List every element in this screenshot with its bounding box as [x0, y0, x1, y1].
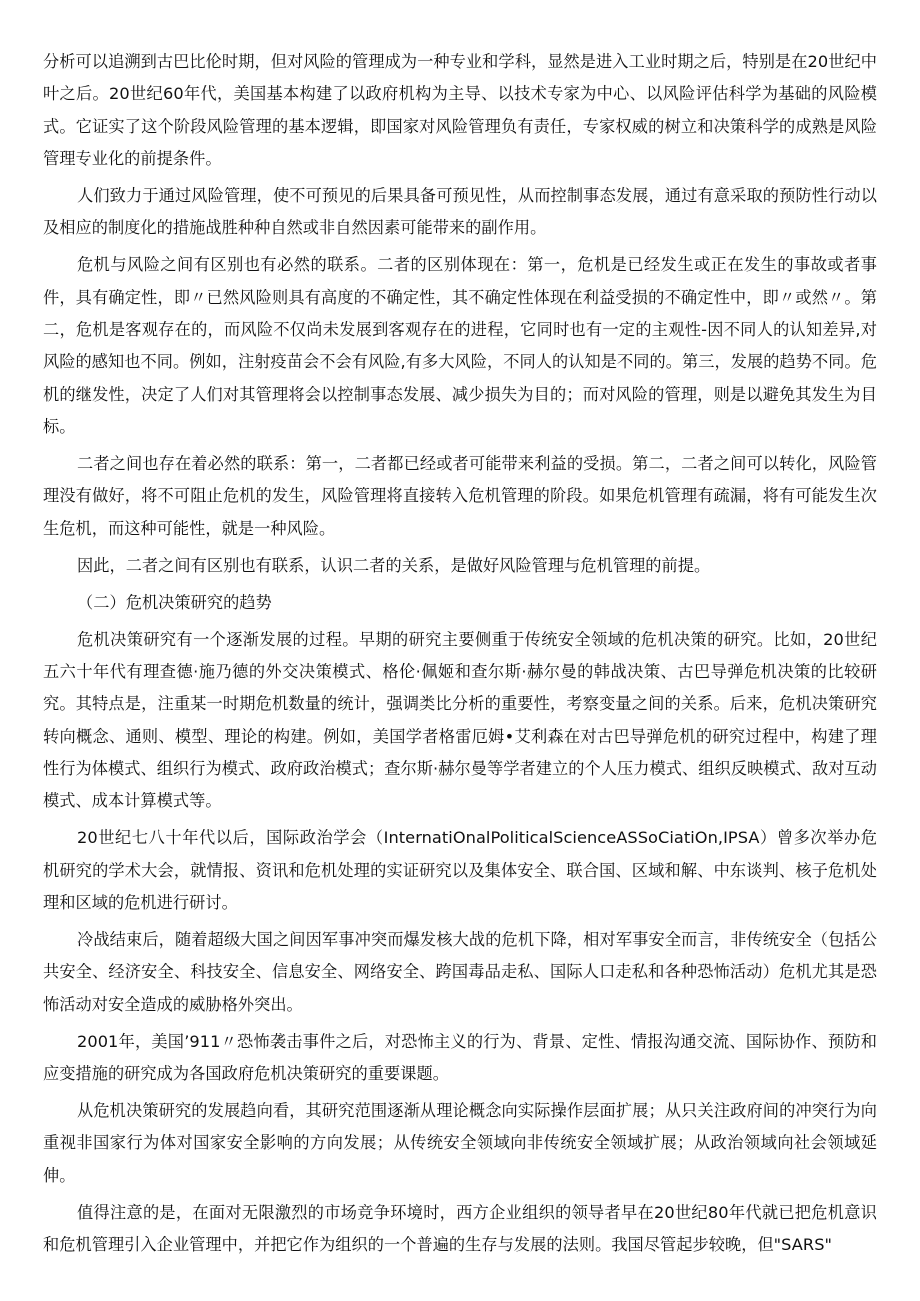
paragraph-decision-research-history: 危机决策研究有一个逐渐发展的过程。早期的研究主要侧重于传统安全领域的危机决策的研究。比如，20世纪五六十年代有理查德·施乃德的外交决策模式、格伦·佩姬和查尔斯·赫尔曼的韩战决策、古巴导弹危机决策的比较研究。其特点是，注重某一时期危机数量的统计，强调类比分析的重要性，考察变量之间的关系。后来，危机决策研究转向概念、通则、模型、理论的构建。例如，美国学者格雷厄姆•艾利森在对古巴导弹危机的研究过程中，构建了理性行为体模式、组织行为模式、政府政治模式；查尔斯·赫尔曼等学者建立的个人压力模式、组织反映模式、敌对互动模式、成本计算模式等。: [43, 629, 877, 811]
paragraph-crisis-risk-connection: 二者之间也存在着必然的联系：第一，二者都已经或者可能带来利益的受损。第二，二者之间可以转化，风险管理没有做好，将不可阻止危机的发生，风险管理将直接转入危机管理的阶段。如果危机管理有疏漏，将有可能发生次生危机，而这种可能性，就是一种风险。: [43, 453, 877, 538]
paragraph-911: 2001年，美国’911〃恐怖袭击事件之后，对恐怖主义的行为、背景、定性、情报沟通交流、国际协作、预防和应变措施的研究成为各国政府危机决策研究的重要课题。: [43, 1031, 877, 1084]
section-heading: （二）危机决策研究的趋势: [77, 592, 272, 612]
paragraph-post-cold-war: 冷战结束后，随着超级大国之间因军事冲突而爆发核大战的危机下降，相对军事安全而言，非传统安全（包括公共安全、经济安全、科技安全、信息安全、网络安全、跨国毒品走私、国际人口走私和各种恐怖活动）危机尤其是恐怖活动对安全造成的威胁格外突出。: [43, 930, 877, 1014]
paragraph-crisis-risk-difference: 危机与风险之间有区别也有必然的联系。二者的区别体现在：第一，危机是已经发生或正在发生的事故或者事件，具有确定性，即〃已然风险则具有高度的不确定性，其不确定性体现在利益受损的不确定性中，即〃或然〃。第二，危机是客观存在的，而风险不仅尚未发展到客观存在的进程，它同时也有一定的主观性-因不同人的认知差异,对风险的感知也不同。例如，注射疫苗会不会有风险,有多大风险，不同人的认知是不同的。第三，发展的趋势不同。危机的继发性，决定了人们对其管理将会以控制事态发展、减少损失为目的；而对风险的管理，则是以避免其发生为目标。: [43, 255, 877, 436]
paragraph-enterprise-crisis: 值得注意的是，在面对无限激烈的市场竞争环境时，西方企业组织的领导者早在20世纪80年代就已把危机意识和危机管理引入企业管理中，并把它作为组织的一个普遍的生存与发展的法则。我国尽管起步较晚，但"SARS": [43, 1202, 877, 1255]
paragraph-risk-history: 分析可以追溯到古巴比伦时期，但对风险的管理成为一种专业和学科，显然是进入工业时期之后，特别是在20世纪中叶之后。20世纪60年代，美国基本构建了以政府机构为主导、以技术专家为中心、以风险评估科学为基础的风险模式。它证实了这个阶段风险管理的基本逻辑，即国家对风险管理负有责任，专家权威的树立和决策科学的成熟是风险管理专业化的前提条件。: [43, 52, 877, 168]
paragraph-conclusion: 因此，二者之间有区别也有联系，认识二者的关系，是做好风险管理与危机管理的前提。: [77, 555, 711, 575]
paragraph-ipsa: 20世纪七八十年代以后，国际政治学会（InternatiOnalPoliticalScienceASSoCiatiOn,IPSA）曾多次举办危机研究的学术大会，就情报、资讯和危机处理的实证研究以及集体安全、联合国、区域和解、中东谈判、核子危机处理和区域的危机进行研讨。: [43, 828, 877, 912]
paragraph-research-trend: 从危机决策研究的发展趋向看，其研究范围逐渐从理论概念向实际操作层面扩展；从只关注政府间的冲突行为向重视非国家行为体对国家安全影响的方向发展；从传统安全领域向非传统安全领域扩展；从政治领域向社会领域延伸。: [43, 1101, 877, 1185]
paragraph-risk-management-purpose: 人们致力于通过风险管理，使不可预见的后果具备可预见性，从而控制事态发展，通过有意采取的预防性行动以及相应的制度化的措施战胜种种自然或非自然因素可能带来的副作用。: [43, 185, 877, 238]
document-page: [43, 46, 877, 1266]
